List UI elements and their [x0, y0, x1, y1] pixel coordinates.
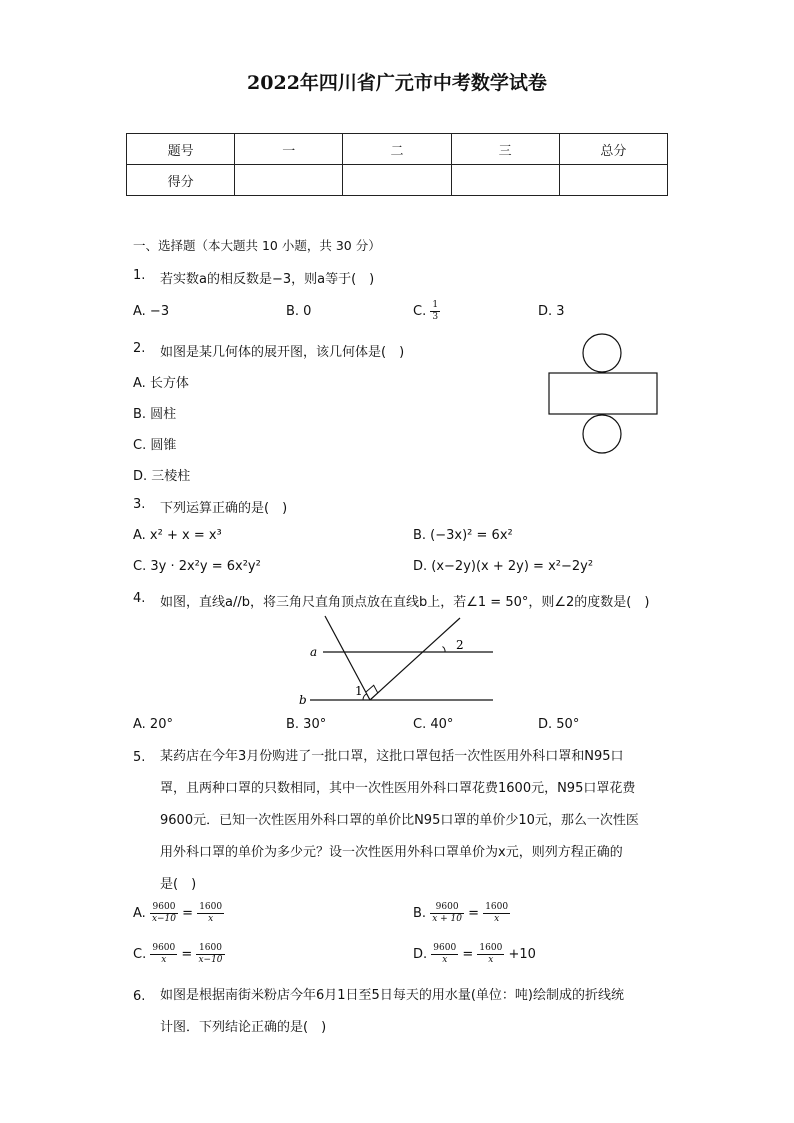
option-b: B. 30° [286, 717, 327, 732]
question-stem: 下列运算正确的是( ) [160, 501, 288, 516]
option-label: A. [133, 906, 146, 921]
denominator: x + 10 [432, 914, 462, 924]
option-label: C. [413, 304, 427, 319]
option-a [133, 902, 224, 925]
score-header-cell: 二 [343, 134, 451, 165]
stem-line: 是( ) [160, 877, 197, 892]
label-angle-1: 1 [355, 684, 363, 698]
option-c: C. 3y · 2x²y = 6x²y² [133, 559, 261, 574]
stem-line: 用外科口罩的单价为多少元？设一次性医用外科口罩单价为x元，则列方程正确的 [160, 845, 623, 860]
question-stem [160, 980, 665, 1044]
score-cell [559, 165, 667, 196]
fraction [197, 902, 224, 925]
fraction [150, 902, 178, 925]
denominator: x [488, 955, 494, 965]
question-number: 6. [133, 989, 146, 1004]
numerator: 9600 [433, 943, 457, 953]
label-b: b [299, 693, 307, 707]
question-number: 4. [133, 591, 146, 606]
option-b: B. 圆柱 [133, 407, 177, 422]
score-header-cell: 总分 [559, 134, 667, 165]
score-cell [235, 165, 343, 196]
option-label: D. [413, 947, 428, 962]
stem-line: 计图．下列结论正确的是( ) [160, 1020, 327, 1035]
denominator: x [442, 955, 448, 965]
lateral-rectangle [549, 373, 657, 414]
score-cell [343, 165, 451, 196]
numerator: 1600 [196, 943, 224, 955]
triangle-leg-2 [370, 618, 460, 700]
score-row-label: 得分 [127, 165, 235, 196]
question-number: 5. [133, 750, 146, 765]
equals-sign: = [182, 906, 194, 921]
option-d: D. (x−2y)(x + 2y) = x²−2y² [413, 559, 594, 574]
option-d: D. 3 [538, 304, 565, 319]
numerator: 1600 [199, 902, 223, 912]
option-label: C. [133, 947, 147, 962]
option-d: D. 50° [538, 717, 580, 732]
numerator: 1600 [485, 902, 509, 912]
stem-line: 罩，且两种口罩的只数相同，其中一次性医用外科口罩花费1600元，N95口罩花费 [160, 781, 636, 796]
option-a: A. 20° [133, 717, 173, 732]
fraction [431, 943, 458, 966]
top-circle [583, 334, 621, 372]
option-a: A. x² + x = x³ [133, 528, 222, 543]
option-b: B. 0 [286, 304, 312, 319]
option-c: C. 圆锥 [133, 438, 177, 453]
numerator: 1600 [479, 943, 503, 953]
option-b: B. (−3x)² = 6x² [413, 528, 513, 543]
stem-line: 某药店在今年3月份购进了一批口罩，这批口罩包括一次性医用外科口罩和N95口 [160, 749, 624, 764]
page-title: 2022年四川省广元市中考数学试卷 [247, 72, 547, 94]
fraction [477, 943, 504, 966]
equals-sign: = [181, 947, 193, 962]
fraction [483, 902, 510, 925]
fraction [430, 902, 464, 925]
question-stem: 若实数a的相反数是−3，则a等于( ) [160, 272, 375, 287]
numerator: 9600 [152, 943, 176, 953]
score-header-cell: 一 [235, 134, 343, 165]
option-c: C. 40° [413, 717, 454, 732]
option-d [413, 943, 536, 966]
score-header-cell: 三 [451, 134, 559, 165]
score-table-score-row [127, 165, 668, 196]
numerator: 9600 [150, 902, 178, 914]
bottom-circle [583, 415, 621, 453]
option-tail: +10 [508, 947, 536, 962]
fraction [196, 943, 224, 966]
denominator: x [161, 955, 167, 965]
question-number: 3. [133, 497, 146, 512]
angle-2-arc [443, 647, 446, 653]
score-table [126, 133, 668, 196]
option-d: D. 三棱柱 [133, 469, 191, 484]
question-stem: 如图，直线a//b，将三角尺直角顶点放在直线b上，若∠1 = 50°，则∠2的度数是( ) [160, 595, 650, 610]
cylinder-net-figure [545, 333, 665, 455]
score-cell [451, 165, 559, 196]
option-c [133, 943, 225, 966]
right-angle-mark [366, 685, 378, 693]
option-a: A. 长方体 [133, 376, 189, 391]
numerator: 9600 [430, 902, 464, 914]
stem-line: 如图是根据南街米粉店今年6月1日至5日每天的用水量(单位：吨)绘制成的折线统 [160, 988, 624, 1003]
label-angle-2: 2 [456, 638, 464, 652]
fraction [150, 943, 177, 966]
score-table-header-row [127, 134, 668, 165]
question-stem: 如图是某几何体的展开图，该几何体是( ) [160, 345, 405, 360]
denominator: 3 [432, 312, 439, 322]
denominator: x [208, 914, 214, 924]
denominator: x [494, 914, 500, 924]
angle-1-arc [363, 694, 367, 700]
question-stem [160, 741, 665, 901]
numerator: 1 [432, 300, 439, 310]
option-c [413, 300, 440, 323]
stem-line: 9600元．已知一次性医用外科口罩的单价比N95口罩的单价少10元，那么一次性医 [160, 813, 639, 828]
option-label: B. [413, 906, 427, 921]
question-number: 2. [133, 341, 146, 356]
option-a: A. −3 [133, 304, 170, 319]
triangle-leg-1 [325, 616, 370, 700]
equals-sign: = [462, 947, 474, 962]
score-header-cell: 题号 [127, 134, 235, 165]
equals-sign: = [468, 906, 480, 921]
label-a: a [310, 645, 318, 659]
denominator: x−10 [198, 955, 223, 965]
section-heading: 一、选择题（本大题共 10 小题，共 30 分） [133, 238, 381, 253]
denominator: x−10 [151, 914, 177, 924]
fraction [430, 300, 440, 323]
option-b [413, 902, 510, 925]
parallel-lines-figure [295, 612, 500, 707]
question-number: 1. [133, 268, 146, 283]
